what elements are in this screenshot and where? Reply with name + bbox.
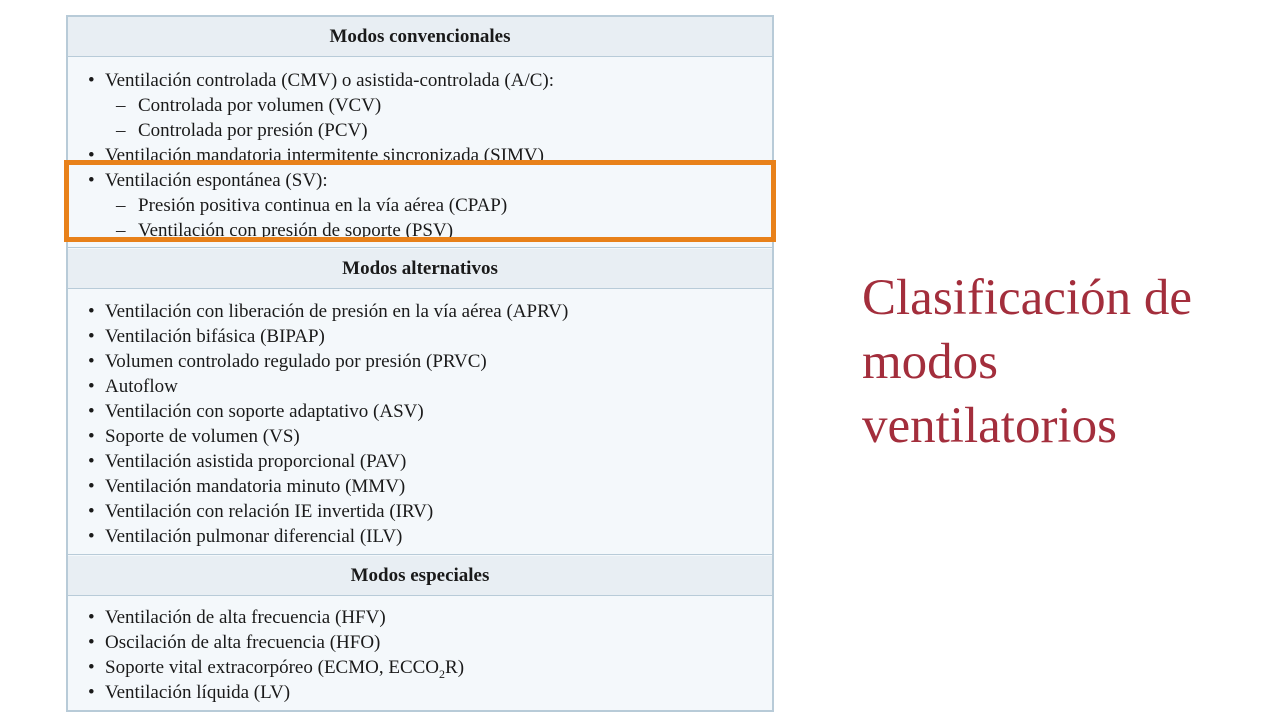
section-header-special: Modos especiales xyxy=(68,556,772,596)
modes-table: Modos convencionales • Ventilación controlada (CMV) o asistida-controlada (A/C): – Controlada por volumen (VCV) – Controlada por presión (PCV) • Ventilación mandatoria intermitente sincronizada (SIMV) • Ventilación espontánea (SV): – Presión positiva continua en la vía aérea (CPAP) – Ventilación con presión de soporte (PSV) Modos alternativos • Ventilación con liberación de presión en la vía aérea (APRV) • Ventilación bifásica (BIPAP) • Volumen controlado regulado por presión (PRVC) • Autoflow • Ventilación con soporte adaptativo (ASV) • Soporte de volumen (VS) • Ventilación asistida proporcional (PAV) • Ventilación mandatoria minuto (MMV) • Ventilación con relación IE invertida (IRV) • Ventilación pulmonar diferencial (ILV) Modos especiales • Ventilación de alta frecuencia (HFV) • Oscilación de alta frecuencia (HFO) • Soporte vital extracorpóreo (ECMO, $ECCO_2R$) • Ventilación líquida (LV) xyxy=(66,15,774,712)
slide-title-line: Clasificación de xyxy=(862,270,1192,326)
ecmo-item-text: Soporte vital extracorpóreo (ECMO, $ECCO_2R$) xyxy=(105,657,465,681)
slide-title-line: ventilatorios xyxy=(862,398,1117,454)
section-header-conventional: Modos convencionales xyxy=(68,17,772,57)
spontaneous-ventilation-highlight xyxy=(64,160,776,242)
slide-title xyxy=(862,266,1272,458)
slide-title-line: modos xyxy=(862,334,999,390)
section-divider xyxy=(68,247,772,248)
section-header-alternative: Modos alternativos xyxy=(68,249,772,289)
section-divider xyxy=(68,554,772,555)
